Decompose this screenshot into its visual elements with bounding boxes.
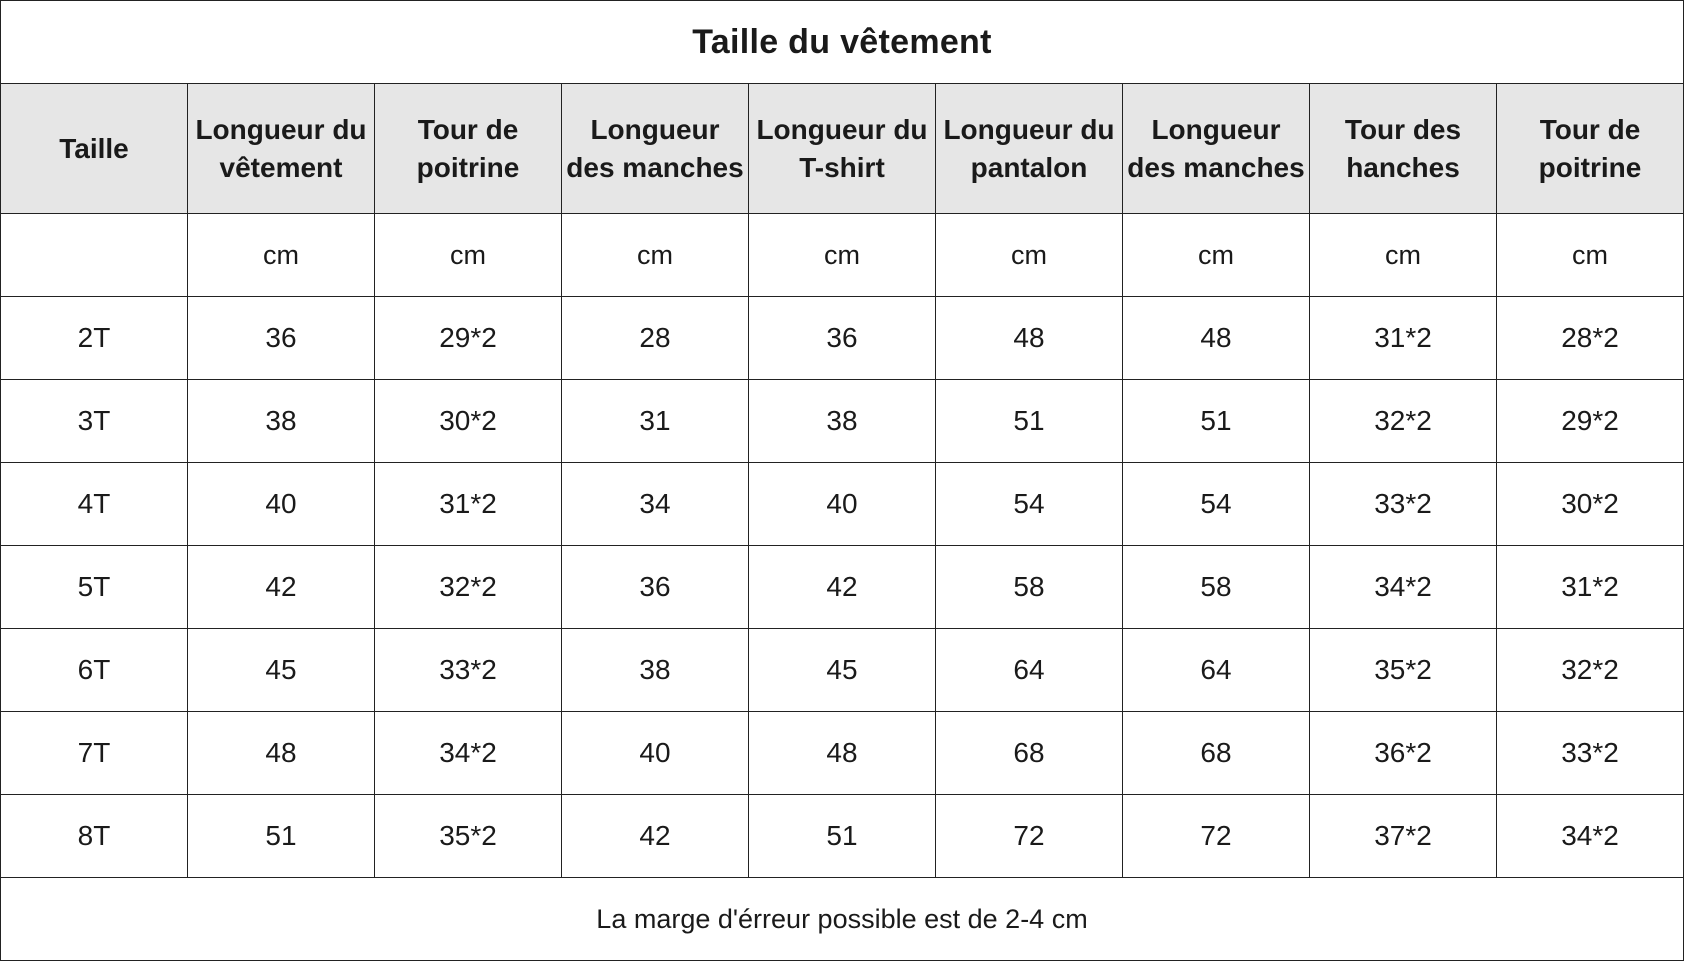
column-header (188, 84, 375, 214)
table-cell: 72 (936, 795, 1123, 878)
table-cell: 30*2 (375, 380, 562, 463)
header-row (1, 84, 1684, 214)
table-cell: 58 (1123, 546, 1310, 629)
table-cell: 48 (749, 712, 936, 795)
table-cell: 35*2 (1310, 629, 1497, 712)
table-cell: 68 (936, 712, 1123, 795)
table-cell: 36 (188, 297, 375, 380)
title-row (1, 1, 1684, 84)
table-cell: 54 (936, 463, 1123, 546)
size-cell: 7T (1, 712, 188, 795)
table-cell: 29*2 (1497, 380, 1684, 463)
table-cell: 40 (562, 712, 749, 795)
table-cell: 51 (936, 380, 1123, 463)
table-cell: 38 (562, 629, 749, 712)
table-cell: 28*2 (1497, 297, 1684, 380)
column-header (936, 84, 1123, 214)
column-header-label: Longueur du T-shirt (756, 113, 928, 183)
table-cell: 48 (188, 712, 375, 795)
table-cell: 38 (749, 380, 936, 463)
column-header-label: Longueur du vêtement (195, 113, 367, 183)
table-cell: 37*2 (1310, 795, 1497, 878)
table-row (1, 546, 1684, 629)
unit-cell: cm (1123, 214, 1310, 297)
table-cell: 34*2 (1310, 546, 1497, 629)
table-cell: 28 (562, 297, 749, 380)
unit-cell: cm (1310, 214, 1497, 297)
column-header (375, 84, 562, 214)
table-cell: 30*2 (1497, 463, 1684, 546)
table-cell: 40 (749, 463, 936, 546)
table-cell: 31*2 (1310, 297, 1497, 380)
column-header-label: Longueur des manches (1127, 113, 1305, 183)
table-cell: 36 (749, 297, 936, 380)
unit-cell: cm (1497, 214, 1684, 297)
table-cell: 58 (936, 546, 1123, 629)
unit-cell: cm (936, 214, 1123, 297)
table-cell: 36*2 (1310, 712, 1497, 795)
column-header (1, 84, 188, 214)
table-cell: 34*2 (1497, 795, 1684, 878)
column-header-label: Tour de poitrine (1538, 113, 1642, 183)
size-cell: 4T (1, 463, 188, 546)
table-title: Taille du vêtement (1, 1, 1684, 84)
table-cell: 64 (936, 629, 1123, 712)
table-cell: 64 (1123, 629, 1310, 712)
column-header (1310, 84, 1497, 214)
column-header-label: Longueur des manches (566, 113, 744, 183)
table-cell: 42 (188, 546, 375, 629)
table-cell: 33*2 (1497, 712, 1684, 795)
table-cell: 32*2 (375, 546, 562, 629)
table-cell: 48 (936, 297, 1123, 380)
table-cell: 51 (1123, 380, 1310, 463)
column-header-label: Longueur du pantalon (943, 113, 1115, 183)
size-cell: 8T (1, 795, 188, 878)
unit-cell: cm (562, 214, 749, 297)
table-row (1, 380, 1684, 463)
table-cell: 33*2 (375, 629, 562, 712)
table-cell: 31 (562, 380, 749, 463)
table-cell: 42 (562, 795, 749, 878)
table-cell: 51 (188, 795, 375, 878)
column-header-label: Tour des hanches (1344, 113, 1462, 183)
table-cell: 51 (749, 795, 936, 878)
table-cell: 68 (1123, 712, 1310, 795)
table-cell: 29*2 (375, 297, 562, 380)
size-cell: 2T (1, 297, 188, 380)
size-cell: 5T (1, 546, 188, 629)
table-cell: 34 (562, 463, 749, 546)
table-cell: 32*2 (1310, 380, 1497, 463)
unit-cell: cm (749, 214, 936, 297)
table-cell: 32*2 (1497, 629, 1684, 712)
table-row (1, 297, 1684, 380)
table-row (1, 463, 1684, 546)
table-row (1, 629, 1684, 712)
table-cell: 48 (1123, 297, 1310, 380)
table-cell: 38 (188, 380, 375, 463)
unit-row (1, 214, 1684, 297)
table-row (1, 712, 1684, 795)
column-header (1123, 84, 1310, 214)
size-cell: 3T (1, 380, 188, 463)
table-cell: 42 (749, 546, 936, 629)
unit-cell: cm (188, 214, 375, 297)
column-header (1497, 84, 1684, 214)
table-cell: 54 (1123, 463, 1310, 546)
note-row (1, 878, 1684, 961)
table-cell: 45 (188, 629, 375, 712)
column-header-label: Taille (59, 132, 129, 164)
table-cell: 45 (749, 629, 936, 712)
table-cell: 31*2 (1497, 546, 1684, 629)
column-header-label: Tour de poitrine (416, 113, 520, 183)
unit-cell: cm (375, 214, 562, 297)
table-cell: 36 (562, 546, 749, 629)
size-cell: 6T (1, 629, 188, 712)
column-header (749, 84, 936, 214)
table-cell: 34*2 (375, 712, 562, 795)
table-cell: 35*2 (375, 795, 562, 878)
table-cell: 40 (188, 463, 375, 546)
table-cell: 33*2 (1310, 463, 1497, 546)
column-header (562, 84, 749, 214)
footnote: La marge d'érreur possible est de 2-4 cm (1, 878, 1684, 961)
table-cell: 72 (1123, 795, 1310, 878)
table-cell: 31*2 (375, 463, 562, 546)
unit-cell (1, 214, 188, 297)
table-row (1, 795, 1684, 878)
